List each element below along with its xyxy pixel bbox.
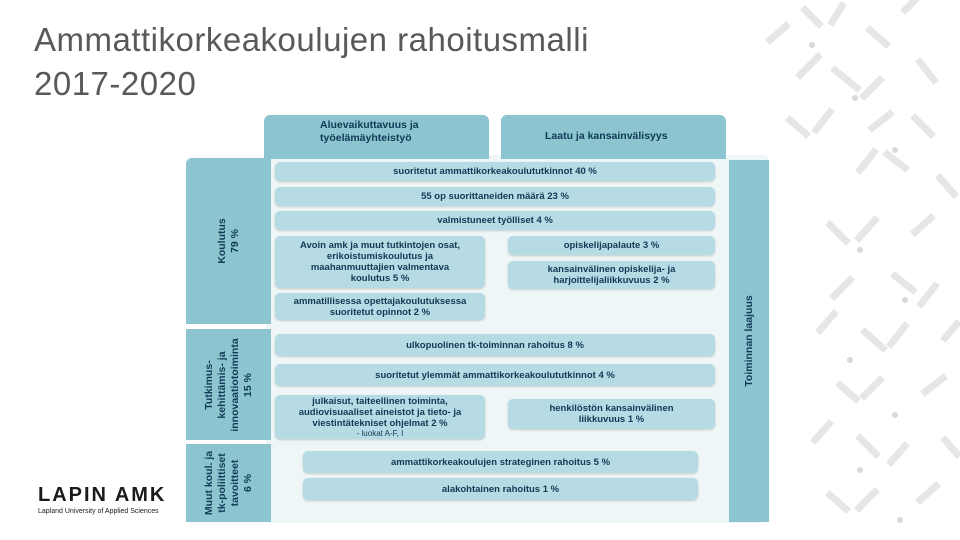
item-publications	[275, 395, 485, 439]
side-scope	[729, 160, 769, 522]
item-staff-mobility-line-2: liikkuvuus 1 %	[578, 414, 645, 425]
side-other	[186, 444, 271, 522]
side-other-line-2: tk-poliittiset	[215, 453, 228, 513]
item-student-feedback-label: opiskelijapalaute 3 %	[563, 240, 660, 251]
title-line-2: 2017-2020	[34, 65, 197, 102]
side-research-line-2: kehittämis- ja	[215, 350, 228, 419]
item-publications-note: - luokat A-F, I	[356, 429, 404, 438]
item-publications-line-3: viestintätekniset ohjelmat 2 %	[312, 418, 448, 429]
item-employed-label: valmistuneet työlliset 4 %	[437, 215, 553, 226]
logo-subtitle: Lapland University of Applied Sciences	[38, 508, 159, 515]
item-teacher-ed-line-1: ammatillisessa opettajakoulutuksessa	[293, 295, 467, 307]
header-regional-line-2: työelämäyhteistyö	[320, 132, 412, 144]
item-publications-line-1: julkaisut, taiteellinen toiminta,	[312, 396, 448, 407]
item-open-amk-line-1: Avoin amk ja muut tutkintojen osat,	[299, 240, 461, 251]
item-higher-degrees	[275, 364, 715, 386]
item-teacher-ed	[275, 293, 485, 320]
title-line-1: Ammattikorkeakoulujen rahoitusmalli	[34, 21, 589, 58]
side-education-label: Koulutus	[215, 218, 228, 264]
item-staff-mobility	[508, 399, 715, 429]
item-sector	[303, 478, 698, 500]
item-strategic	[303, 451, 698, 473]
item-employed	[275, 211, 715, 230]
side-research-share: 15 %	[241, 372, 254, 397]
side-education	[186, 158, 271, 324]
item-intl-mobility-line-1: kansainvälinen opiskelija- ja	[547, 264, 676, 275]
side-research-line-3: innovaatiotoiminta	[228, 337, 241, 432]
item-publications-line-2: audiovisuaaliset aineistot ja tieto- ja	[298, 407, 462, 418]
item-strategic-label: ammattikorkeakoulujen strateginen rahoitus 5 %	[390, 456, 611, 468]
item-teacher-ed-line-2: suoritetut opinnot 2 %	[329, 306, 431, 318]
side-other-line-1: Muut koul. ja	[202, 450, 215, 516]
item-intl-mobility-line-2: harjoittelijaliikkuvuus 2 %	[553, 275, 670, 286]
header-quality	[501, 115, 726, 159]
item-degrees-label: suoritetut ammattikorkeakoulututkinnot 40 %	[393, 166, 597, 177]
side-research	[186, 329, 271, 440]
side-research-line-1: Tutkimus-	[202, 359, 215, 410]
item-external-rd	[275, 334, 715, 356]
header-regional-line-1: Aluevaikuttavuus ja	[320, 119, 419, 131]
item-credits55	[275, 187, 715, 206]
item-sector-label: alakohtainen rahoitus 1 %	[441, 483, 560, 495]
header-regional-impact	[264, 115, 489, 159]
side-scope-label: Toiminnan laajuus	[743, 295, 755, 387]
logo-name: LAPIN AMK	[38, 484, 167, 506]
item-open-amk-line-3: maahanmuuttajien valmentava	[310, 262, 450, 273]
item-credits55-label: 55 op suorittaneiden määrä 23 %	[421, 191, 569, 202]
header-quality-label: Laatu ja kansainvälisyys	[545, 130, 668, 142]
logo	[38, 484, 166, 516]
item-open-amk	[275, 236, 485, 288]
item-degrees	[275, 162, 715, 181]
item-external-rd-label: ulkopuolinen tk-toiminnan rahoitus 8 %	[406, 339, 584, 351]
item-intl-mobility	[508, 261, 715, 289]
item-open-amk-line-2: erikoistumiskoulutus ja	[326, 251, 434, 262]
side-other-share: 6 %	[241, 473, 254, 493]
item-open-amk-line-4: koulutus 5 %	[350, 273, 410, 284]
side-other-line-3: tavoitteet	[228, 459, 241, 507]
side-education-share: 79 %	[228, 229, 241, 253]
page-title	[34, 18, 589, 106]
item-student-feedback	[508, 236, 715, 255]
item-higher-degrees-label: suoritetut ylemmät ammattikorkeakoulututkinnot 4 %	[375, 369, 615, 381]
item-staff-mobility-line-1: henkilöstön kansainvälinen	[549, 403, 674, 414]
